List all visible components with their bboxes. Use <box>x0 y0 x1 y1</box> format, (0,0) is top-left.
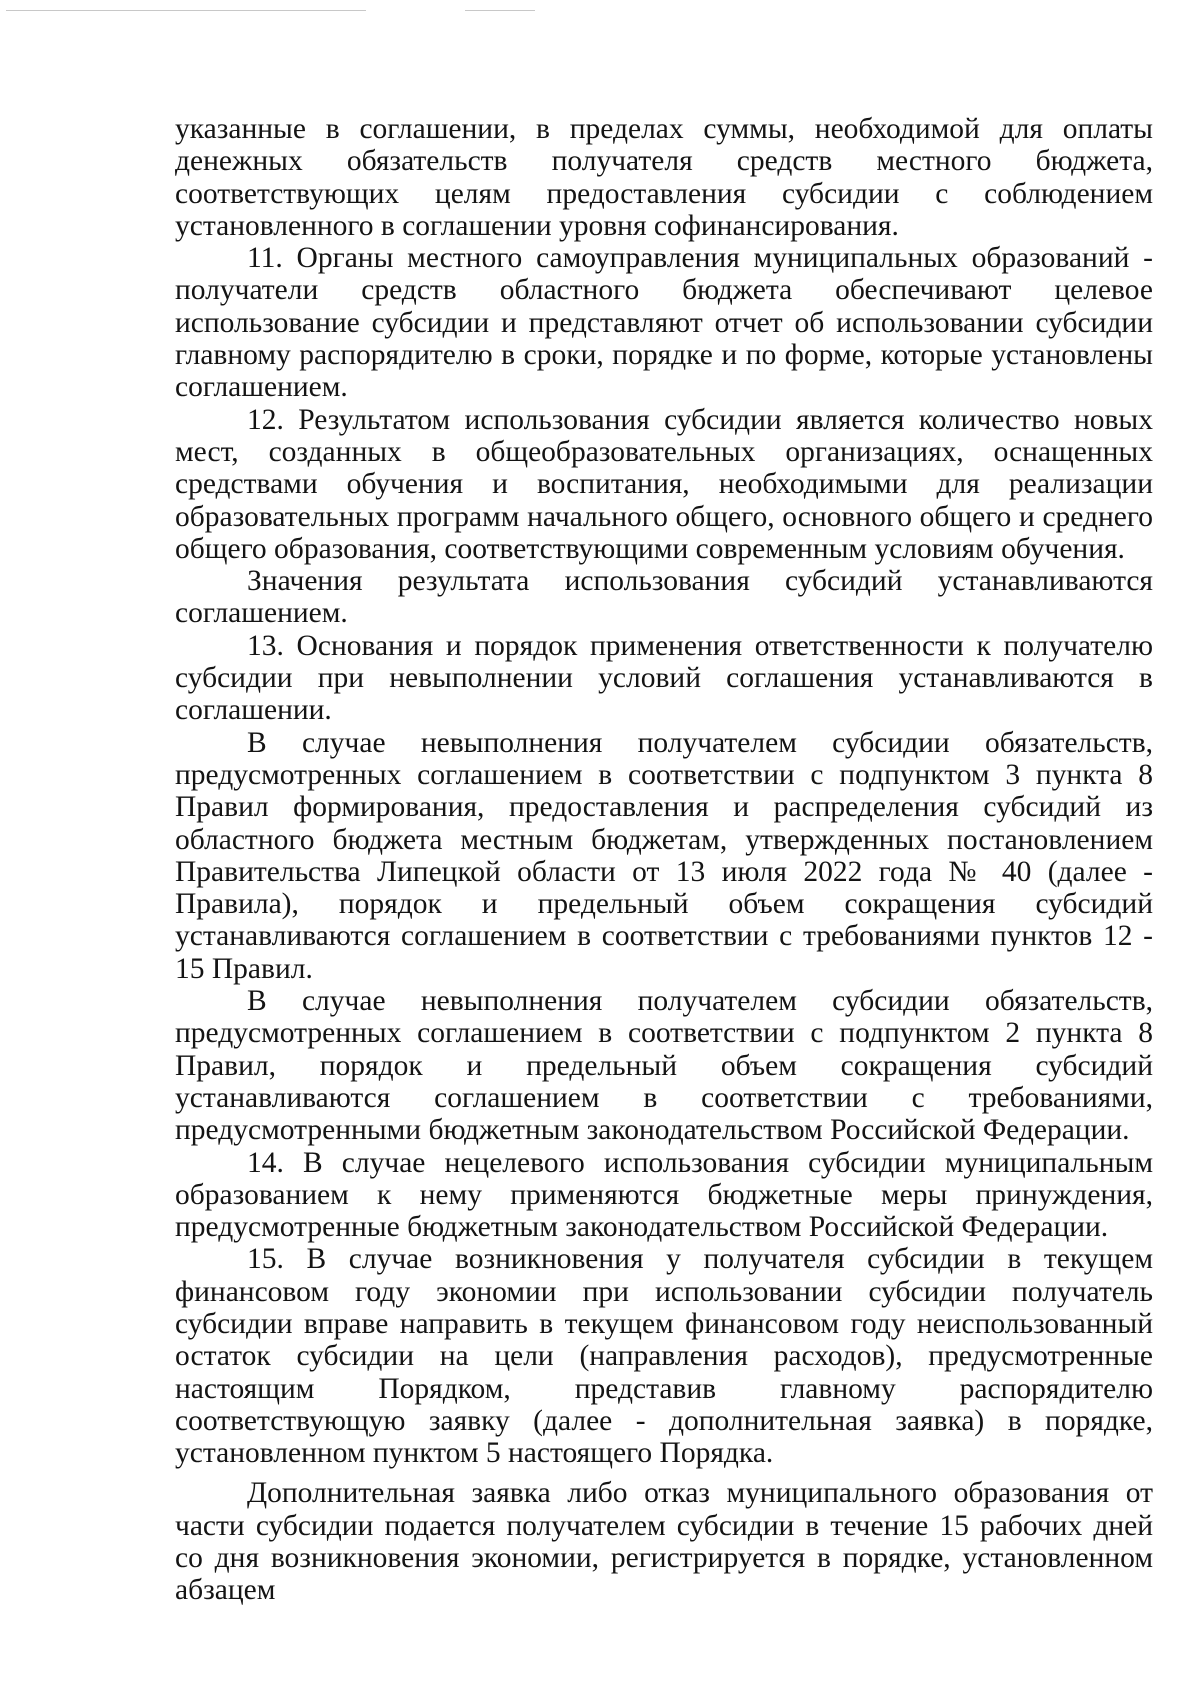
paragraph-item-11: 11. Органы местного самоуправления муниципальных образований - получатели средств областного бюджета обеспечивают целевое использование субсидии и представляют отчет об использовании субсидии главному распорядителю в сроки, порядке и по форме, которые установлены соглашением. <box>175 242 1153 404</box>
paragraph-item-15-additional-request: Дополнительная заявка либо отказ муниципального образования от части субсидии подается получателем субсидии в течение 15 рабочих дней со дня возникновения экономии, регистрируется в порядке, установленном абзацем <box>175 1477 1153 1607</box>
document-page <box>175 113 1153 1607</box>
paragraph-item-13-subpoint-3: В случае невыполнения получателем субсидии обязательств, предусмотренных соглашением в соответствии с подпунктом 3 пункта 8 Правил формирования, предоставления и распределения субсидий из областного бюджета местным бюджетам, утвержденных постановлением Правительства Липецкой области от 13 июля 2022 года № 40 (далее - Правила), порядок и предельный объем сокращения субсидий устанавливаются соглашением в соответствии с требованиями пунктов 12 - 15 Правил. <box>175 726 1153 985</box>
paragraph-item-13: 13. Основания и порядок применения ответственности к получателю субсидии при невыполнении условий соглашения устанавливаются в соглашении. <box>175 629 1153 727</box>
paragraph-item-15: 15. В случае возникновения у получателя субсидии в текущем финансовом году экономии при использовании субсидии получатель субсидии вправе направить в текущем финансовом году неиспользованный остаток субсидии на цели (направления расходов), предусмотренные настоящим Порядком, представив главному распорядителю соответствующую заявку (далее - дополнительная заявка) в порядке, установленном пунктом 5 настоящего Порядка. <box>175 1243 1153 1470</box>
paragraph-continuation: указанные в соглашении, в пределах суммы, необходимой для оплаты денежных обязательств получателя средств местного бюджета, соответствующих целям предоставления субсидии с соблюдением установленного в соглашении уровня софинансирования. <box>175 113 1153 242</box>
paragraph-item-12-result-values: Значения результата использования субсидий устанавливаются соглашением. <box>175 565 1153 630</box>
paragraph-item-14: 14. В случае нецелевого использования субсидии муниципальным образованием к нему применяются бюджетные меры принуждения, предусмотренные бюджетным законодательством Российской Федерации. <box>175 1146 1153 1244</box>
paragraph-item-13-subpoint-2: В случае невыполнения получателем субсидии обязательств, предусмотренных соглашением в соответствии с подпунктом 2 пункта 8 Правил, порядок и предельный объем сокращения субсидий устанавливаются соглашением в соответствии с требованиями, предусмотренными бюджетным законодательством Российской Федерации. <box>175 985 1153 1147</box>
paragraph-item-12: 12. Результатом использования субсидии является количество новых мест, созданных в общеобразовательных организациях, оснащенных средствами обучения и воспитания, необходимыми для реализации образовательных программ начального общего, основного общего и среднего общего образования, соответствующими современным условиям обучения. <box>175 403 1153 565</box>
scan-artifact-line <box>465 10 535 11</box>
scan-artifact-line <box>6 10 366 11</box>
